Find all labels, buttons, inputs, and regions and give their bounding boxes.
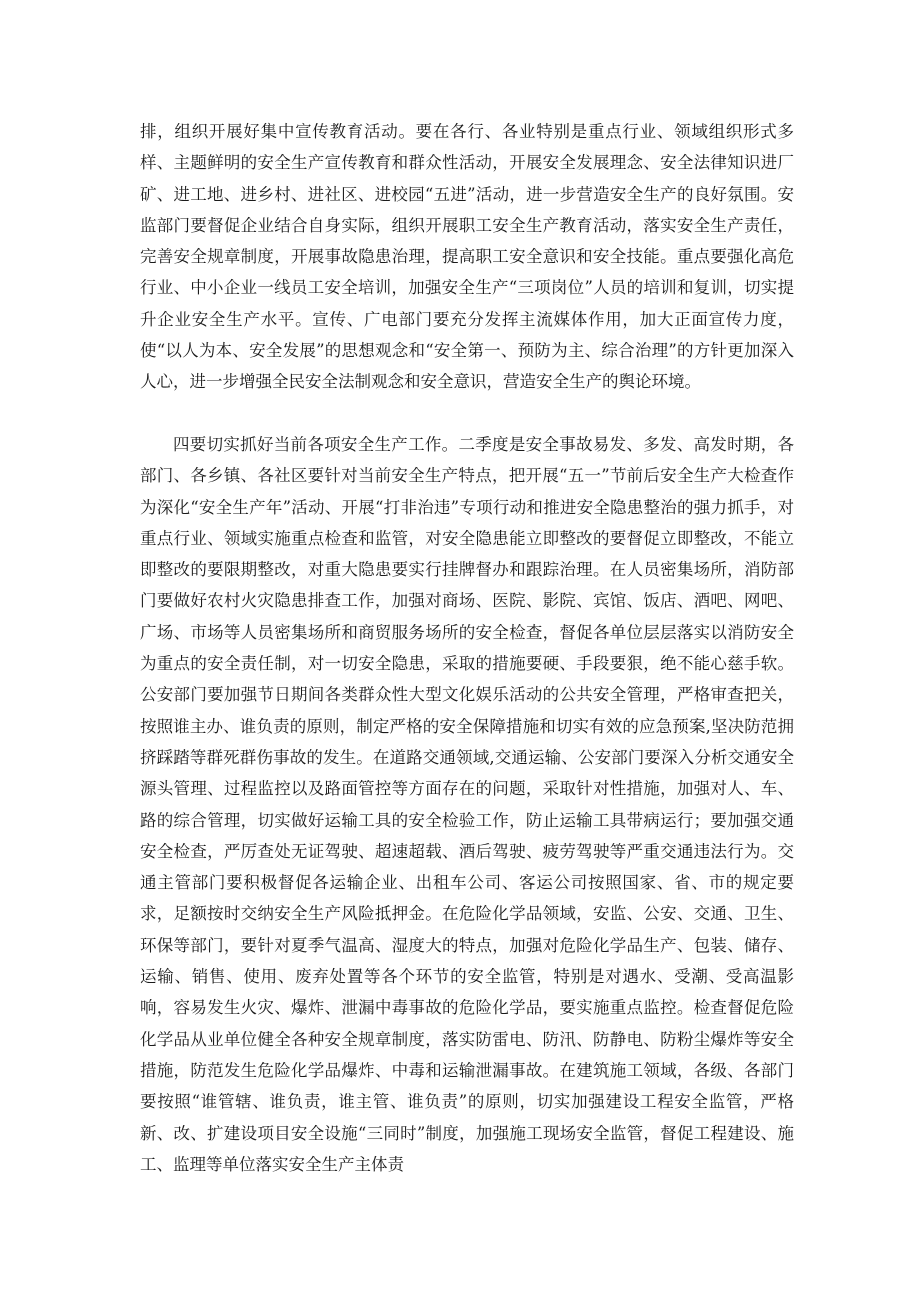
paragraph-section-four: 四要切实抓好当前各项安全生产工作。二季度是安全事故易发、多发、高发时期，各部门、各乡镇、各社区要针对当前安全生产特点，把开展“五一”节前后安全生产大检查作为深化“安全生产年”活动、开展“打非治违”专项行动和推进安全隐患整治的强力抓手，对重点行业、领域实施重点检查和监管，对安全隐患能立即整改的要督促立即整改，不能立即整改的要限期整改，对重大隐患要实行挂牌督办和跟踪治理。在人员密集场所，消防部门要做好农村火灾隐患排查工作，加强对商场、医院、影院、宾馆、饭店、酒吧、网吧、广场、市场等人员密集场所和商贸服务场所的安全检查，督促各单位层层落实以消防安全为重点的安全责任制，对一切安全隐患，采取的措施要硬、手段要狠，绝不能心慈手软。公安部门要加强节日期间各类群众性大型文化娱乐活动的公共安全管理，严格审查把关，按照谁主办、谁负责的原则，制定严格的安全保障措施和切实有效的应急预案,坚决防范拥挤踩踏等群死群伤事故的发生。在道路交通领域,交通运输、公安部门要深入分析交通安全源头管理、过程监控以及路面管控等方面存在的问题，采取针对性措施，加强对人、车、路的综合管理，切实做好运输工具的安全检验工作，防止运输工具带病运行；要加强交通安全检查，严厉查处无证驾驶、超速超载、酒后驾驶、疲劳驾驶等严重交通违法行为。交通主管部门要积极督促各运输企业、出租车公司、客运公司按照国家、省、市的规定要求，足额按时交纳安全生产风险抵押金。在危险化学品领域，安监、公安、交通、卫生、环保等部门，要针对夏季气温高、湿度大的特点，加强对危险化学品生产、包装、储存、运输、销售、使用、废弃处置等各个环节的安全监管，特别是对遇水、受潮、受高温影响，容易发生火灾、爆炸、泄漏中毒事故的危险化学品，要实施重点监控。检查督促危险化学品从业单位健全各种安全规章制度，落实防雷电、防汛、防静电、防粉尘爆炸等安全措施，防范发生危险化学品爆炸、中毒和运输泄漏事故。在建筑施工领域，各级、各部门要按照“谁管辖、谁负责，谁主管、谁负责”的原则，切实加强建设工程安全监管，严格新、改、扩建设项目安全设施“三同时”制度，加强施工现场安全监管，督促工程建设、施工、监理等单位落实安全生产主体责 bbox=[140, 435, 794, 1174]
body-text-section-four bbox=[140, 429, 794, 1180]
body-text-continued bbox=[140, 116, 794, 398]
paragraph-continuation: 排，组织开展好集中宣传教育活动。要在各行、各业特别是重点行业、领域组织形式多样、主题鲜明的安全生产宣传教育和群众性活动，开展安全发展理念、安全法律知识进厂矿、进工地、进乡村、进社区、进校园“五进”活动，进一步营造安全生产的良好氛围。安监部门要督促企业结合自身实际，组织开展职工安全生产教育活动，落实安全生产责任，完善安全规章制度，开展事故隐患治理，提高职工安全意识和安全技能。重点要强化高危行业、中小企业一线员工安全培训，加强安全生产“三项岗位”人员的培训和复训，切实提升企业安全生产水平。宣传、广电部门要充分发挥主流媒体作用，加大正面宣传力度，使“以人为本、安全发展”的思想观念和“安全第一、预防为主、综合治理”的方针更加深入人心，进一步增强全民安全法制观念和安全意识，营造安全生产的舆论环境。 bbox=[140, 122, 794, 392]
